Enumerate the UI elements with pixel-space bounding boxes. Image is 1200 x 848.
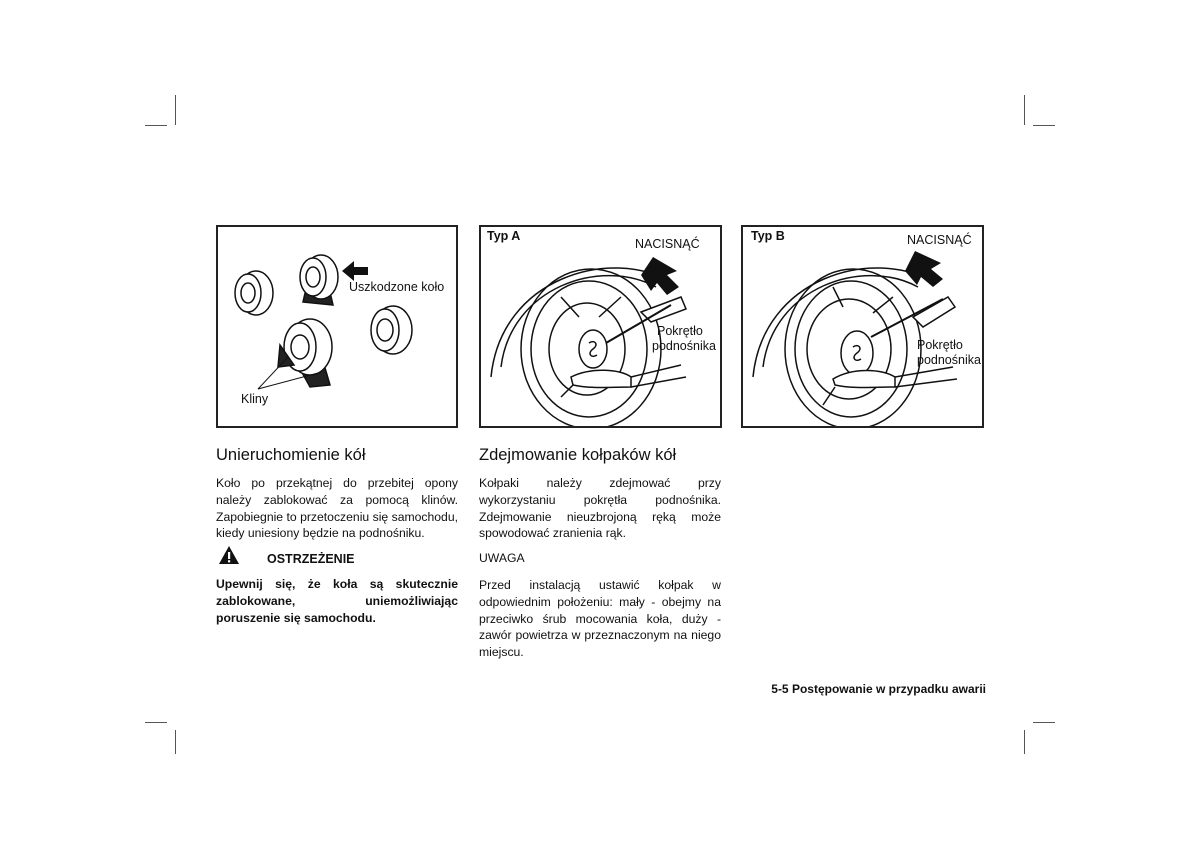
crop-mark (145, 125, 167, 126)
section-heading: Unieruchomienie kół (216, 446, 366, 464)
crop-mark (175, 95, 176, 125)
warning-icon (218, 545, 240, 565)
note-title: UWAGA (479, 551, 525, 566)
jack-handle-label-2: podnośnika (652, 339, 716, 353)
hubcap-type-b-figure (741, 225, 984, 428)
warning-title: OSTRZEŻENIE (267, 552, 355, 566)
page-footer: 5-5 Postępowanie w przypadku awarii (771, 682, 986, 696)
type-b-label: Typ B (751, 229, 785, 243)
crop-mark (145, 722, 167, 723)
crop-mark (1024, 730, 1025, 754)
press-label: NACISNĄĆ (907, 233, 972, 247)
section-heading: Zdejmowanie kołpaków kół (479, 446, 677, 464)
crop-mark (175, 730, 176, 754)
crop-mark (1024, 95, 1025, 125)
damaged-wheel-label: Uszkodzone koło (349, 280, 445, 294)
crop-mark (1033, 722, 1055, 723)
section-body: Kołpaki należy zdejmować przy wykorzystaniu pokrętła podnośnika. Zdejmowanie nieuzbrojoną ręką może spowodować zranienia rąk. (479, 476, 721, 541)
section-body: Koło po przekątnej do przebitej opony należy zablokować za pomocą klinów. Zapobiegnie to przetoczeniu się samochodu, kiedy uniesiony będzie na podnośniku. (216, 476, 458, 541)
hubcap-type-a-figure (479, 225, 722, 428)
type-a-label: Typ A (487, 229, 521, 243)
jack-handle-label-1: Pokrętło (917, 338, 963, 352)
chocks-label: Kliny (241, 392, 269, 406)
hubcap-removal-section (479, 445, 721, 661)
press-label: NACISNĄĆ (635, 237, 700, 251)
jack-handle-label-1: Pokrętło (657, 324, 703, 338)
jack-handle-label-2: podnośnika (917, 353, 981, 367)
wheel-chock-figure (216, 225, 458, 428)
wheel-blocking-section (216, 445, 458, 542)
hubcap-type-b-illustration (743, 227, 984, 428)
note-body: Przed instalacją ustawić kołpak w odpowiednim położeniu: mały - obejmy na przeciwko śrub mocowania koła, duży - zawór powietrza w przeznaczonym na niego miejscu. (479, 577, 721, 660)
warning-body: Upewnij się, że koła są skutecznie zablokowane, uniemożliwiając poruszenie się samochodu. (216, 577, 458, 625)
crop-mark (1033, 125, 1055, 126)
